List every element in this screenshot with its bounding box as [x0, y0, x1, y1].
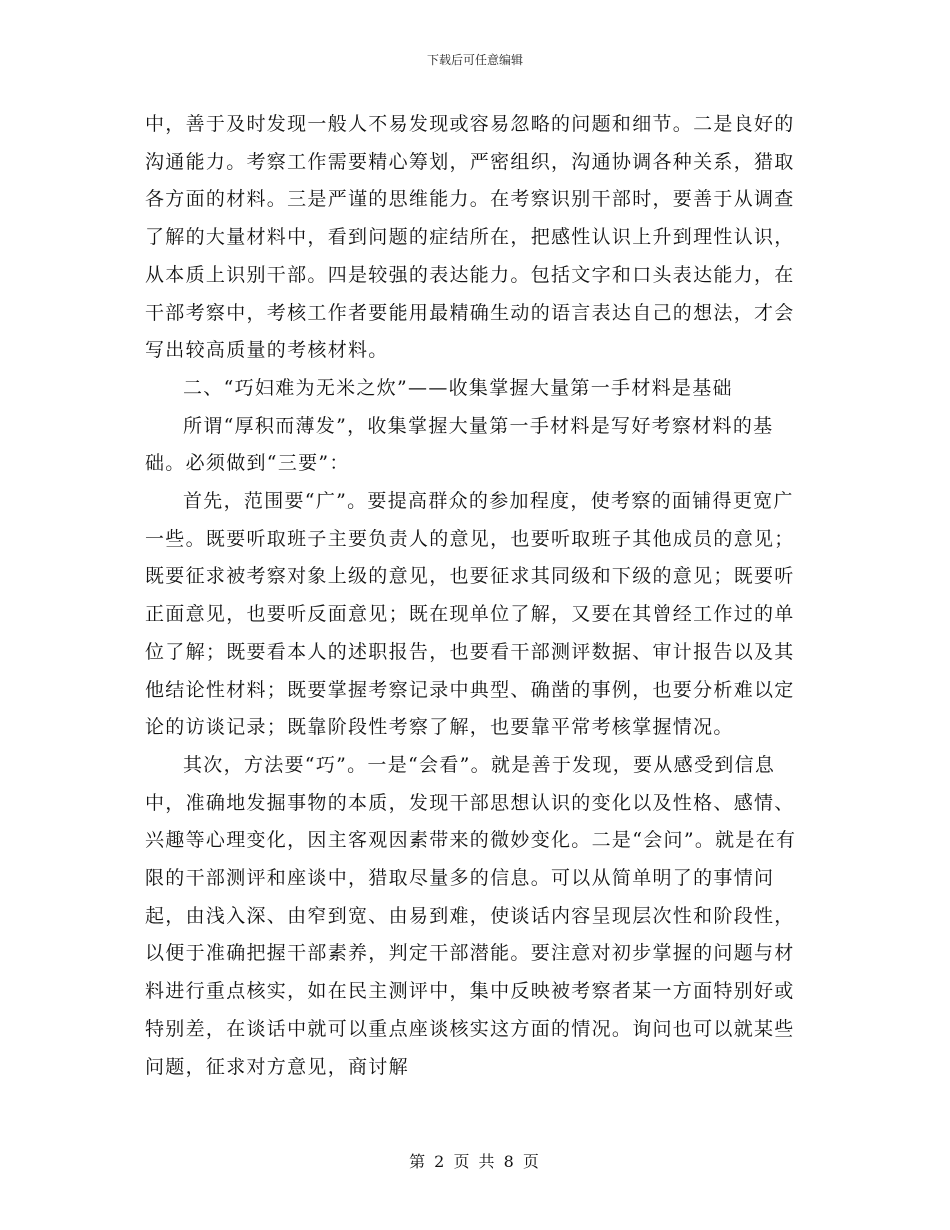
paragraph-intro: 所谓“厚积而薄发”，收集掌握大量第一手材料是写好考察材料的基础。必须做到“三要”： [145, 414, 774, 475]
footer-prefix: 第 [409, 1152, 428, 1171]
section-heading: 二、“巧妇难为无米之炊”——收集掌握大量第一手材料是基础 [183, 376, 733, 399]
header-text: 下载后可任意编辑 [426, 53, 523, 67]
footer-page-number: 2 [434, 1152, 447, 1171]
document-body [145, 106, 805, 1086]
paragraph-method: 其次，方法要“巧”。一是“会看”。就是善于发现，要从感受到信息中，准确地发掘事物的本质，发现干部思想认识的变化以及性格、感情、兴趣等心理变化，因主客观因素带来的微妙变化。二是“会问”。就是在有限的干部测评和座谈中，猎取尽量多的信息。可以从简单明了的事情问起，由浅入深、由窄到宽、由易到难，使谈话内容呈现层次性和阶段性，以便于准确把握干部素养，判定干部潜能。要注意对初步掌握的问题与材料进行重点核实，如在民主测评中，集中反映被考察者某一方面特别好或特别差，在谈话中就可以重点座谈核实这方面的情况。询问也可以就某些问题，征求对方意见，商讨解 [145, 753, 797, 1078]
paragraph-continuation: 中，善于及时发现一般人不易发现或容易忽略的问题和细节。二是良好的沟通能力。考察工作需要精心筹划，严密组织，沟通协调各种关系，猎取各方面的材料。三是严谨的思维能力。在考察识别干部时，要善于从调查了解的大量材料中，看到问题的症结所在，把感性认识上升到理性认识，从本质上识别干部。四是较强的表达能力。包括文字和口头表达能力，在干部考察中，考核工作者要能用最精确生动的语言表达自己的想法，才会写出较高质量的考核材料。 [145, 113, 795, 362]
page-footer [0, 1152, 950, 1172]
footer-middle: 页 共 [453, 1152, 497, 1171]
page-header [0, 52, 950, 68]
footer-total-pages: 8 [503, 1152, 516, 1171]
footer-suffix: 页 [522, 1152, 541, 1171]
paragraph-scope: 首先，范围要“广”。要提高群众的参加程度，使考察的面铺得更宽广一些。既要听取班子主要负责人的意见，也要听取班子其他成员的意见；既要征求被考察对象上级的意见，也要征求其同级和下级的意见；既要听正面意见，也要听反面意见；既在现单位了解，又要在其曾经工作过的单位了解；既要看本人的述职报告，也要看干部测评数据、审计报告以及其他结论性材料；既要掌握考察记录中典型、确凿的事例，也要分析难以定论的访谈记录；既靠阶段性考察了解，也要靠平常考核掌握情况。 [145, 490, 795, 739]
